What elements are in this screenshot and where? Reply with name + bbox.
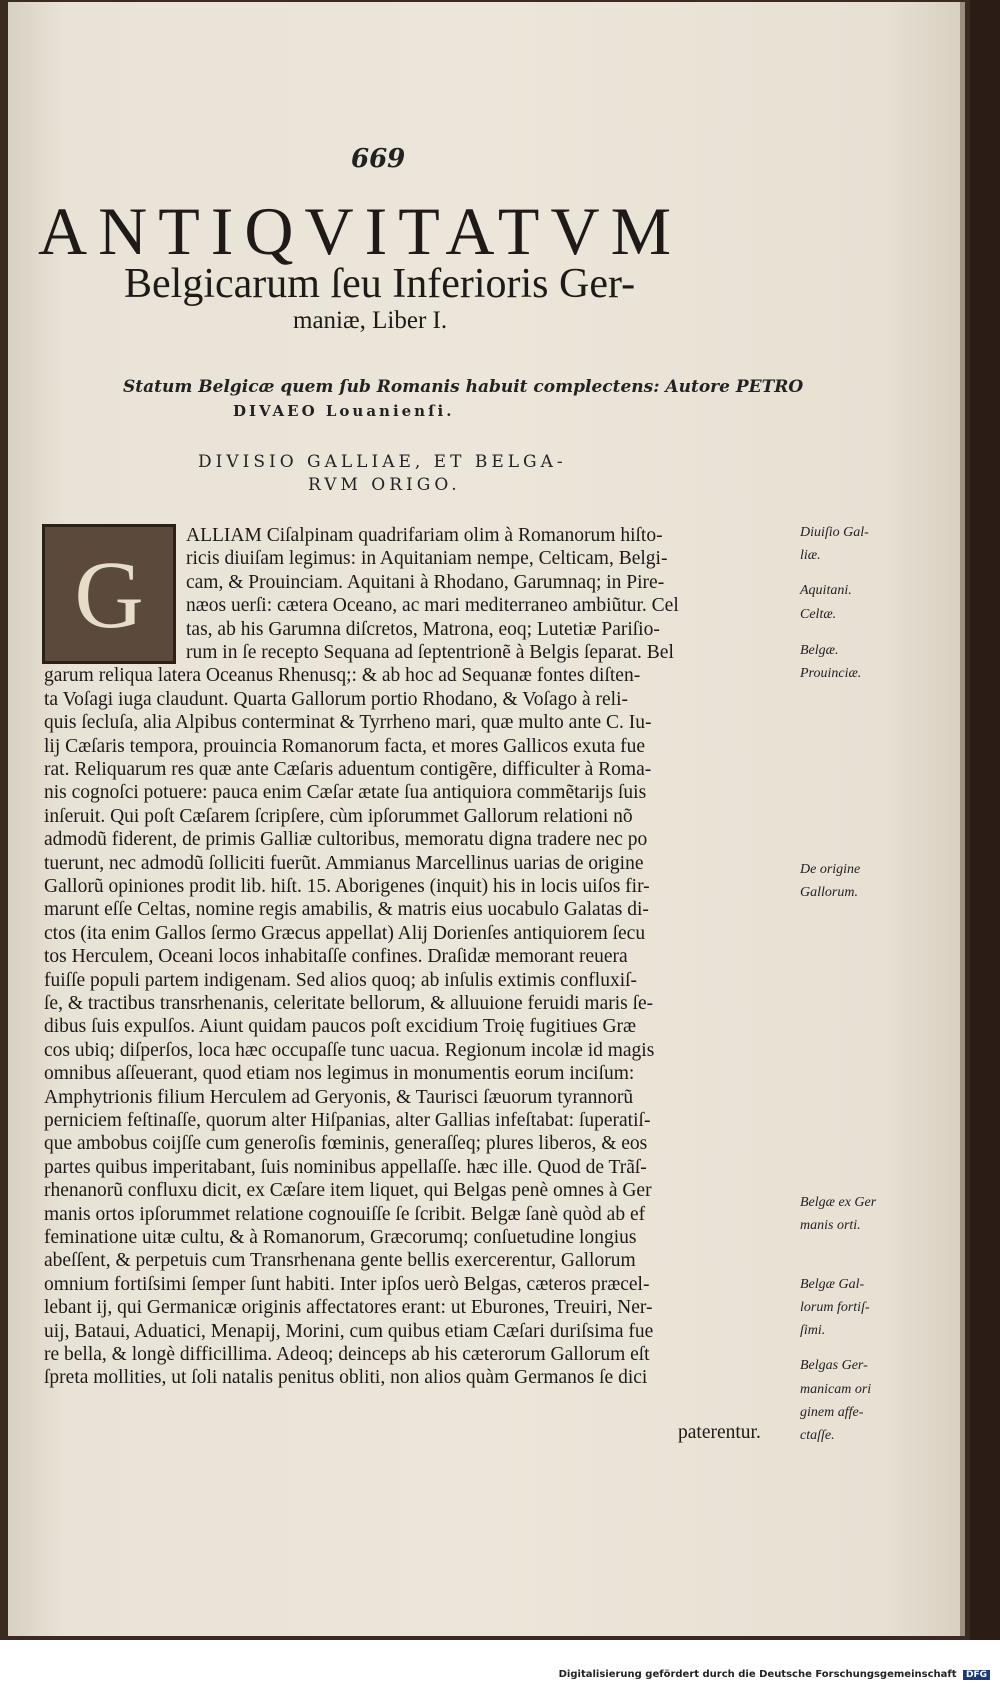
body-line: inſeruit. Qui poſt Cæſarem ſcripſere, cùm ipſorummet Gallorum relationi nõ — [44, 805, 633, 827]
margin-note: Belgas Ger- — [800, 1358, 868, 1373]
margin-note: ctaſſe. — [800, 1428, 835, 1443]
book-page — [8, 2, 965, 1636]
margin-note: De origine — [800, 862, 861, 877]
body-line: partes quibus imperitabant, ſuis nominibus appellaſſe. hæc ille. Quod de Trãſ- — [44, 1156, 647, 1178]
body-line: fuiſſe populi partem indigenam. Sed alios quoq; ab inſulis extimis confluxiſ- — [44, 969, 638, 991]
margin-note: Celtæ. — [800, 607, 837, 622]
drop-cap-initial — [42, 524, 176, 664]
section-heading-line-2: RVM ORIGO. — [308, 475, 461, 495]
body-line: dibus ſuis expulſos. Aiunt quidam paucos poſt excidium Troię fugitiues Græ — [44, 1016, 637, 1038]
margin-note: Belgæ ex Ger — [800, 1195, 877, 1210]
body-line: garum reliqua latera Oceanus Rhenusq;: & ab hoc ad Sequanæ fontes diſten- — [44, 665, 641, 687]
body-line: rat. Reliquarum res quæ ante Cæſaris aduentum contigẽre, difficulter à Roma- — [44, 759, 652, 780]
footer-bar — [0, 1640, 1000, 1690]
body-line: tas, ab his Garumna diſcretos, Matrona, eoq; Lutetiæ Pariſio- — [186, 618, 660, 640]
margin-note: Prouinciæ. — [800, 666, 862, 681]
body-line: Amphytrionis filium Herculem ad Geryonis, & Taurisci ſæuorum tyrannorũ — [44, 1086, 634, 1108]
margin-note: Gallorum. — [800, 885, 858, 900]
title-line-2: Belgicarum ſeu Inferioris Ger- — [124, 261, 636, 307]
body-last-line: paterentur. — [678, 1422, 761, 1443]
margin-note: manicam ori — [800, 1382, 872, 1397]
margin-note: manis orti. — [800, 1218, 861, 1233]
body-line: que ambobus coijſſe cum generoſis fœminis, generaſſeq; plures liberos, & eos — [44, 1133, 648, 1155]
body-line: re bella, & longè difficillima. Adeoq; deinceps ab his cæterorum Gallorum eſt — [44, 1344, 650, 1365]
body-line: manis ortos ipſorummet relatione cognouiſſe ſe ſcribit. Belgæ ſanè quòd ab ef — [44, 1203, 646, 1225]
body-line: lij Cæſaris tempora, prouincia Romanorum facta, et mores Gallicos exuta fue — [44, 735, 646, 757]
body-line: uij, Bataui, Aduatici, Menapij, Morini, cum quibus etiam Cæſari duriſsima fue — [44, 1320, 654, 1342]
body-line: nis cognoſci potuere: pauca enim Cæſar ætate ſua antiquiora commẽtarijs ſuis — [44, 782, 647, 804]
drop-cap-letter: G — [74, 540, 144, 648]
body-line: Gallorũ opiniones prodit lib. hiſt. 15. Aborigenes (inquit) his in locis uiſos fir- — [44, 876, 650, 897]
margin-note: Aquitani. — [800, 583, 852, 598]
body-line: næos uerſi: cætera Oceano, ac mari mediterraneo ambiũtur. Cel — [186, 595, 679, 617]
margin-note: Belgæ. — [800, 643, 839, 658]
body-line: feminatione uitæ cultu, & à Romanorum, Græcorumq; conſuetudine longius — [44, 1227, 637, 1248]
body-line: lebant ij, qui Germanicæ originis affectatores erant: ut Eburones, Treuiri, Ner- — [44, 1297, 653, 1319]
footer-credit — [559, 1669, 990, 1680]
body-line: perniciem feſtinaſſe, quorum alter Hiſpanias, alter Gallias infeſtabat: ſuperatiſ- — [44, 1110, 651, 1131]
body-line: cos ubiq; diſperſos, loca hæc occupaſſe tunc uacua. Regionum incolæ id magis — [44, 1039, 655, 1061]
dfg-logo: DFG — [963, 1670, 990, 1680]
footer-credit-text: Digitalisierung gefördert durch die Deutsche Forschungsgemeinschaft — [558, 1669, 957, 1680]
margin-note: Diuiſio Gal- — [800, 525, 869, 540]
body-line: ricis diuiſam legimus: in Aquitaniam nempe, Celticam, Belgi- — [186, 548, 668, 570]
margin-note: ginem affe- — [800, 1405, 864, 1420]
body-line: tuerunt, nec admodũ ſolliciti fuerũt. Ammianus Marcellinus uarias de origine — [44, 852, 644, 874]
body-line: ſpreta mollities, ut ſoli natalis penitus obliti, non alios quàm Germanos ſe dici — [44, 1367, 648, 1389]
body-line: omnium fortiſsimi ſemper ſunt habiti. Inter ipſos uerò Belgas, cæteros præcel- — [44, 1273, 650, 1295]
margin-note: ſimi. — [800, 1323, 826, 1338]
body-line: omnibus aſſeuerant, quod etiam nos legimus in monumentis eorum inciſum: — [44, 1063, 635, 1085]
margin-note: liæ. — [800, 548, 821, 563]
body-line: marunt eſſe Celtas, nomine regis amabilis, & matris eius uocabulo Galatas di- — [44, 899, 649, 921]
title-line-1: ANTIQVITATVM — [38, 193, 683, 269]
subtitle-line-1: Statum Belgicæ quem ſub Romanis habuit complectens: Autore PETRO — [123, 377, 804, 397]
subtitle-line-2: DIVAEO Louanienſi. — [233, 402, 455, 420]
margin-note: Belgæ Gal- — [800, 1277, 865, 1292]
body-line: abeſſent, & perpetuis cum Transrhenana gente bellis exercerentur, Gallorum — [44, 1250, 636, 1272]
body-line: rhenanorũ confluxu dicit, ex Cæſare item liquet, qui Belgas penè omnes à Ger — [44, 1180, 652, 1202]
body-line: admodũ fiderent, de primis Galliæ cultoribus, memoratu digna tradere nec po — [44, 829, 648, 851]
body-line: ALLIAM Ciſalpinam quadrifariam olim à Romanorum hiſto- — [186, 525, 663, 546]
body-line: ta Voſagi iuga claudunt. Quarta Gallorum portio Rhodano, & Voſago à reli- — [44, 688, 628, 710]
body-line: ſe, & tractibus transrhenanis, celeritate bellorum, & alluuione feruidi maris ſe- — [44, 993, 654, 1014]
margin-note: lorum fortiſ- — [800, 1300, 870, 1315]
body-line: cam, & Prouinciam. Aquitani à Rhodano, Garumnaq; in Pire- — [186, 571, 665, 593]
title-line-3: maniæ, Liber I. — [293, 307, 448, 334]
page-number: 669 — [351, 144, 406, 174]
section-heading-line-1: DIVISIO GALLIAE, ET BELGA- — [198, 452, 567, 472]
body-line: rum in ſe recepto Sequana ad ſeptentrionẽ à Belgis ſeparat. Bel — [186, 642, 674, 663]
book-spine — [970, 0, 1000, 1690]
body-line: ctos (ita enim Gallos ſermo Græcus appellat) Alij Dorienſes antiquiorem ſecu — [44, 922, 646, 944]
body-line: quis ſecluſa, alia Alpibus conterminat & Tyrrheno mari, quæ multo ante C. Iu- — [44, 712, 652, 734]
body-line: tos Herculem, Oceani locos inhabitaſſe confines. Draſidæ memorant reuera — [44, 946, 628, 968]
